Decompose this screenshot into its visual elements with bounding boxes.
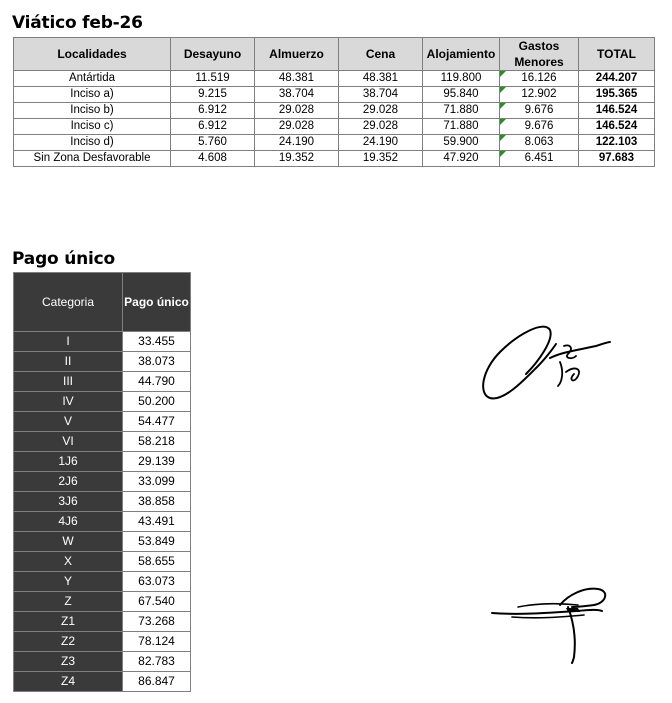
cell-pago-unico: 38.858	[123, 492, 191, 512]
pago-row	[14, 372, 191, 392]
cell-localidad: Inciso d)	[14, 135, 171, 151]
pago-row	[14, 532, 191, 552]
cell-almuerzo: 24.190	[255, 135, 339, 151]
cell-cena: 48.381	[339, 71, 423, 87]
cell-pago-unico: 38.073	[123, 352, 191, 372]
cell-pago-unico: 29.139	[123, 452, 191, 472]
cell-alojamiento: 95.840	[423, 87, 500, 103]
pago-row	[14, 612, 191, 632]
cell-pago-unico: 53.849	[123, 532, 191, 552]
pago-row	[14, 352, 191, 372]
cell-categoria: 2J6	[14, 472, 123, 492]
header-desayuno: Desayuno	[171, 38, 255, 71]
cell-localidad: Antártida	[14, 71, 171, 87]
cell-total: 244.207	[579, 71, 655, 87]
cell-pago-unico: 73.268	[123, 612, 191, 632]
cell-pago-unico: 33.455	[123, 332, 191, 352]
cell-alojamiento: 59.900	[423, 135, 500, 151]
cell-categoria: X	[14, 552, 123, 572]
cell-categoria: Z2	[14, 632, 123, 652]
cell-desayuno: 6.912	[171, 119, 255, 135]
cell-localidad: Sin Zona Desfavorable	[14, 151, 171, 167]
cell-pago-unico: 43.491	[123, 512, 191, 532]
cell-total: 146.524	[579, 119, 655, 135]
pago-row	[14, 632, 191, 652]
cell-cena: 38.704	[339, 87, 423, 103]
pago-unico-table	[13, 272, 191, 692]
cell-gastos-menores: 6.451	[500, 151, 579, 167]
cell-categoria: Z	[14, 592, 123, 612]
header-localidades: Localidades	[14, 38, 171, 71]
cell-gastos-menores: 9.676	[500, 103, 579, 119]
cell-pago-unico: 54.477	[123, 412, 191, 432]
cell-almuerzo: 19.352	[255, 151, 339, 167]
cell-almuerzo: 48.381	[255, 71, 339, 87]
pago-row	[14, 552, 191, 572]
viatico-header-row	[14, 38, 655, 71]
cell-total: 195.365	[579, 87, 655, 103]
cell-desayuno: 5.760	[171, 135, 255, 151]
header-alojamiento: Alojamiento	[423, 38, 500, 71]
cell-cena: 19.352	[339, 151, 423, 167]
cell-gastos-menores: 9.676	[500, 119, 579, 135]
cell-categoria: 1J6	[14, 452, 123, 472]
cell-categoria: II	[14, 352, 123, 372]
cell-desayuno: 11.519	[171, 71, 255, 87]
cell-almuerzo: 29.028	[255, 103, 339, 119]
cell-almuerzo: 29.028	[255, 119, 339, 135]
viatico-row	[14, 119, 655, 135]
signature-1	[478, 322, 618, 412]
cell-pago-unico: 58.218	[123, 432, 191, 452]
cell-categoria: VI	[14, 432, 123, 452]
pago-row	[14, 492, 191, 512]
viatico-row	[14, 135, 655, 151]
cell-desayuno: 4.608	[171, 151, 255, 167]
pago-row	[14, 332, 191, 352]
cell-alojamiento: 71.880	[423, 103, 500, 119]
pago-row	[14, 652, 191, 672]
cell-categoria: V	[14, 412, 123, 432]
cell-pago-unico: 82.783	[123, 652, 191, 672]
cell-categoria: Y	[14, 572, 123, 592]
cell-categoria: III	[14, 372, 123, 392]
cell-pago-unico: 58.655	[123, 552, 191, 572]
cell-categoria: Z1	[14, 612, 123, 632]
pago-row	[14, 512, 191, 532]
viatico-title: Viático feb-26	[12, 13, 143, 33]
header-almuerzo: Almuerzo	[255, 38, 339, 71]
pago-row	[14, 392, 191, 412]
viatico-row	[14, 103, 655, 119]
pago-row	[14, 592, 191, 612]
pago-row	[14, 472, 191, 492]
cell-desayuno: 9.215	[171, 87, 255, 103]
cell-almuerzo: 38.704	[255, 87, 339, 103]
pago-row	[14, 672, 191, 692]
pago-row	[14, 452, 191, 472]
cell-categoria: I	[14, 332, 123, 352]
cell-pago-unico: 44.790	[123, 372, 191, 392]
cell-localidad: Inciso c)	[14, 119, 171, 135]
cell-localidad: Inciso b)	[14, 103, 171, 119]
cell-pago-unico: 50.200	[123, 392, 191, 412]
pago-row	[14, 572, 191, 592]
cell-total: 97.683	[579, 151, 655, 167]
cell-categoria: Z3	[14, 652, 123, 672]
cell-alojamiento: 71.880	[423, 119, 500, 135]
pago-row	[14, 432, 191, 452]
cell-localidad: Inciso a)	[14, 87, 171, 103]
cell-cena: 29.028	[339, 103, 423, 119]
cell-categoria: W	[14, 532, 123, 552]
pago-row	[14, 412, 191, 432]
cell-gastos-menores: 16.126	[500, 71, 579, 87]
header-total: TOTAL	[579, 38, 655, 71]
cell-cena: 29.028	[339, 119, 423, 135]
header-categoria: Categoria	[14, 273, 123, 332]
cell-gastos-menores: 12.902	[500, 87, 579, 103]
cell-pago-unico: 86.847	[123, 672, 191, 692]
pago-header-row	[14, 273, 191, 332]
viatico-row	[14, 87, 655, 103]
header-gastos-menores: Gastos Menores	[500, 38, 579, 71]
header-cena: Cena	[339, 38, 423, 71]
cell-gastos-menores: 8.063	[500, 135, 579, 151]
cell-pago-unico: 67.540	[123, 592, 191, 612]
cell-pago-unico: 33.099	[123, 472, 191, 492]
cell-desayuno: 6.912	[171, 103, 255, 119]
viatico-row	[14, 151, 655, 167]
cell-categoria: 4J6	[14, 512, 123, 532]
cell-total: 122.103	[579, 135, 655, 151]
cell-cena: 24.190	[339, 135, 423, 151]
cell-pago-unico: 63.073	[123, 572, 191, 592]
cell-total: 146.524	[579, 103, 655, 119]
cell-categoria: IV	[14, 392, 123, 412]
cell-pago-unico: 78.124	[123, 632, 191, 652]
cell-categoria: Z4	[14, 672, 123, 692]
viatico-table	[13, 37, 655, 167]
pago-title: Pago único	[12, 249, 116, 269]
cell-alojamiento: 119.800	[423, 71, 500, 87]
signature-2	[488, 583, 618, 668]
header-pago-unico: Pago único	[123, 273, 191, 332]
cell-categoria: 3J6	[14, 492, 123, 512]
cell-alojamiento: 47.920	[423, 151, 500, 167]
viatico-row	[14, 71, 655, 87]
